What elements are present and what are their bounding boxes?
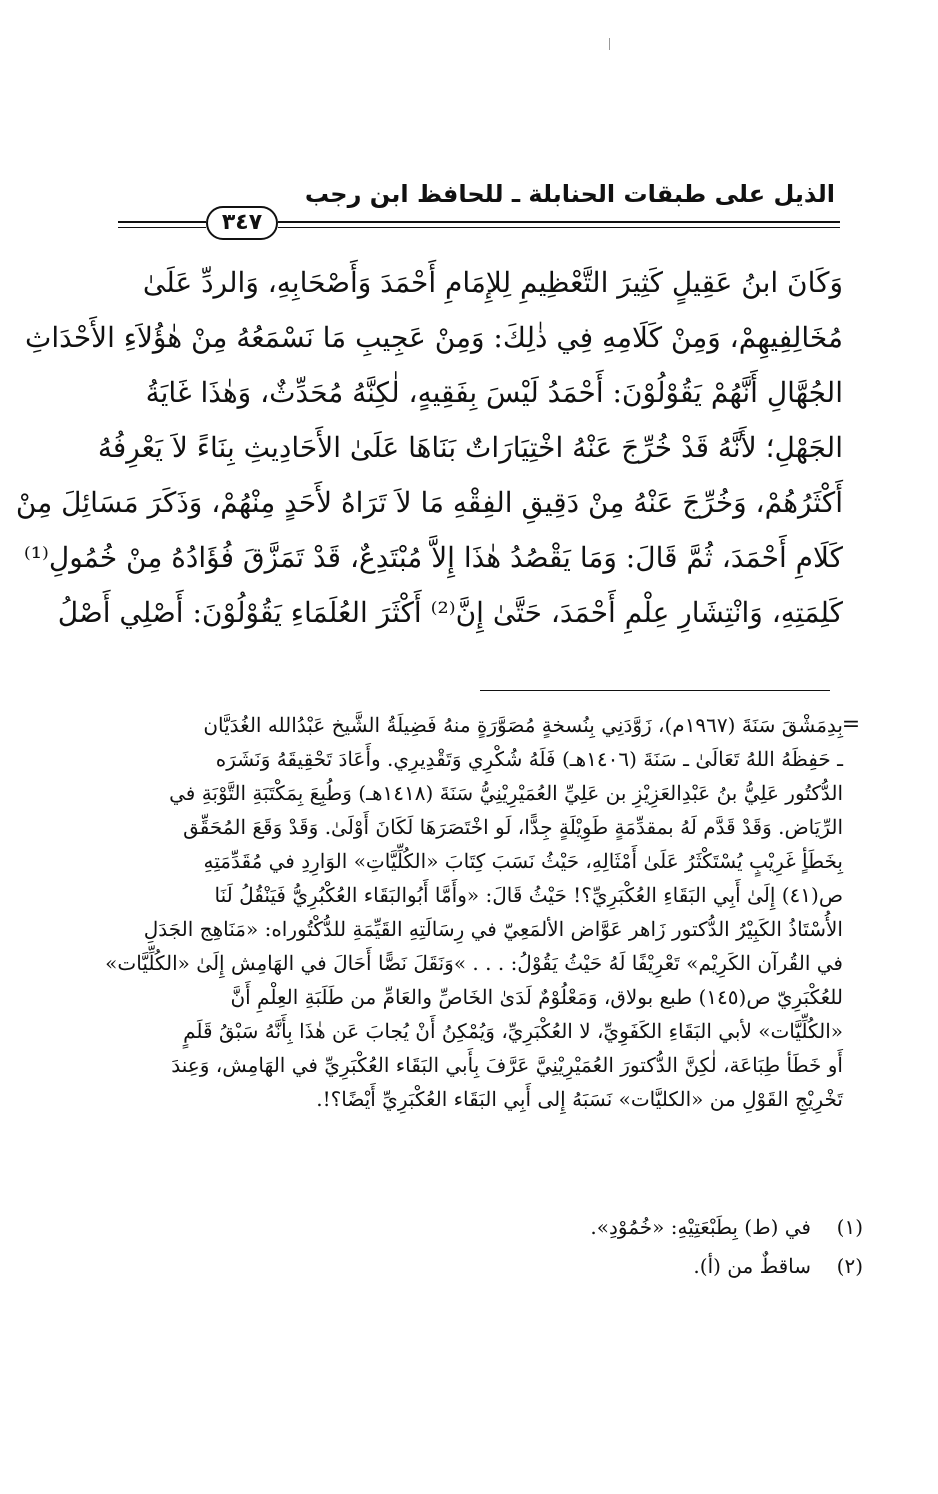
footnote-row [103,1210,863,1244]
text-line: كَلَامِ أَحْمَدَ، ثُمَّ قَالَ: وَمَا يَقْصُدُ هٰذَا إِلاَّ مُبْتَدِعٌ، قَدْ تَمَزَّقَ فُؤَادُهُ مِنْ خُمُولِ⁽¹⁾ [23,541,843,574]
note-line: في القُرآن الكَرِيْم» تَعْرِيْفًا لَهُ حَيْثُ يَقُوْلُ: . . . »وَنَقَلَ نَصًّا أَحَالَ في الهَامِش إِلَىٰ «الكُلِّيَّات» [105,951,843,975]
continuation-mark: = [841,712,861,737]
text-line: الجَهْلِ؛ لأَنَّهُ قَدْ خُرِّجَ عَنْهُ اخْتِيَارَاتٌ بَنَاهَا عَلَىٰ الأَحَادِيثِ بِنَاءً لاَ يَعْرِفُهُ [97,431,843,464]
text-line: مُخَالِفِيهِمْ، وَمِنْ كَلَامِهِ فِي ذٰلِكَ: وَمِنْ عَجِيبِ مَا نَسْمَعُهُ مِنْ هٰؤُلاَءِ الأَحْدَاثِ [24,321,843,354]
note-line: الرِّيَاض. وَقَدْ قَدَّم لَهُ بمقدِّمَةٍ طَوِيْلَةٍ جِدًّا، لَو اخْتَصَرَهَا لَكَانَ أَوْلَىٰ. وَقَدْ وَقَعَ المُحَقِّق [183,815,843,839]
note-line: الأُسْتَاذُ الكَبِيْرُ الدُّكتور زَاهر عَوَّاض الألمَعِيّ في رِسَالَتِهِ القَيِّمَةِ للدُّكْتُوراه: «مَنَاهِج الجَدَلِ [143,917,843,941]
footnote-1 [103,1210,863,1244]
header-rule-left [118,221,206,228]
text-line: أَكْثَرُهُمْ، وَخُرِّجَ عَنْهُ مِنْ دَقِيقِ الفِقْهِ مَا لاَ تَرَاهُ لأَحَدٍ مِنْهُمْ، وَذَكَرَ مَسَائِلَ مِنْ [15,486,843,519]
footnote-separator [480,690,830,691]
footnote-number: (١) [836,1215,863,1239]
note-line: ص(٤١) إِلَىٰ أَبِي البَقَاءِ العُكْبَرِيِّ؟! حَيْثُ قَالَ: «وأَمَّا أَبُوالبَقَاء العُكْبُرِيُّ فَيَنْقُلُ لَنَا [214,883,843,907]
note-line: بِدِمَشْقَ سَنَةَ (١٩٦٧م)، زَوَّدَنِي بِنُسخةٍ مُصَوَّرَةٍ منهُ فَضِيلَةُ الشَّيخ عَبْدُالله الغُدَيَّان [203,713,843,737]
footnote-number: (٢) [836,1254,863,1278]
note-line: أَو خَطَأ طِبَاعَة، لٰكِنَّ الدُّكتورَ العُمَيْرِيْنِيَّ عَرَّفَ بِأَبي البَقَاء العُكْبَرِيِّ في الهَامِش، وَعِندَ [171,1053,843,1077]
main-text [15,255,843,640]
header-rule-right [278,221,840,228]
footnote-2 [103,1249,863,1283]
note-line: للعُكْبَرِيّ ص(١٤٥) طبع بولاق، وَمَعْلُوْمٌ لَدَىٰ الخَاصِّ والعَامِّ من طَلَبَةِ العِلْمِ أَنَّ [230,985,843,1009]
footnote-text: في (ط) بِطَبْعَتِيْهِ: «خُمُوْدِ». [590,1215,811,1239]
page-number: ٣٤٧ [206,206,278,240]
continued-note [103,708,843,1116]
footnote-text: ساقطٌ من (أ). [693,1254,811,1278]
note-line: الدُّكتُور عَلِيُّ بنُ عَبْدِالعَزِيْزِ بن عَلِيِّ العُمَيْرِيْنِيُّ سَنَةَ (١٤١٨هـ) وَطُبِعَ بِمَكْتَبَةِ التَّوْبَةِ في [169,781,843,805]
note-line: «الكُلِّيَّات» لأبي البَقَاءِ الكَفَوِيِّ، لا العُكْبَرِيِّ، وَيُمْكِنُ أَنْ يُجابَ عَن هٰذَا بِأَنَّهُ سَبْقُ قَلَمٍ [183,1019,843,1043]
footnote-row [103,1249,863,1283]
header-rule [118,206,840,242]
text-line: وَكَانَ ابنُ عَقِيلٍ كَثِيرَ التَّعْظِيمِ لِلإِمَامِ أَحْمَدَ وَأَصْحَابِهِ، وَالردِّ عَلَىٰ [142,266,843,299]
running-title: الذيل على طبقات الحنابلة ـ للحافظ ابن رجب [304,180,835,208]
note-line: تَخْرِيْجِ القَوْلِ من «الكليَّات» نَسَبَهُ إِلى أَبِي البَقَاء العُكْبَرِيِّ أَيْضًا؟!. [316,1087,843,1111]
text-line: الجُهَّالِ أَنَّهُمْ يَقُوْلُوْنَ: أَحْمَدُ لَيْسَ بِفَقِيهٍ، لٰكِنَّهُ مُحَدِّثٌ، وَهٰذَا غَايَةُ [145,376,843,409]
text-line: كَلِمَتِهِ، وَانْتِشَارِ عِلْمِ أَحْمَدَ، حَتَّىٰ إِنَّ⁽²⁾ أَكْثَرَ العُلَمَاءِ يَقُوْلُوْنَ: أَصْلِي أَصْلُ [57,596,843,629]
note-line: ـ حَفِظَهُ اللهُ تَعَالَىٰ ـ سَنَةَ (١٤٠٦هـ) فَلَهُ شُكْرِي وَتَقْدِيرِي. وأَعَادَ تَحْقِيقَهُ وَنَشَرَه [215,747,843,771]
crop-mark [609,38,610,50]
note-line: بِخَطَأٍ غَرِيْبٍ يُسْتَكْثَرُ عَلَىٰ أَمْثَالِهِ، حَيْثُ نَسَبَ كِتَابَ «الكُلِّيَّاتِ» الوَارِدِ في مُقَدِّمَتِهِ [203,849,843,873]
